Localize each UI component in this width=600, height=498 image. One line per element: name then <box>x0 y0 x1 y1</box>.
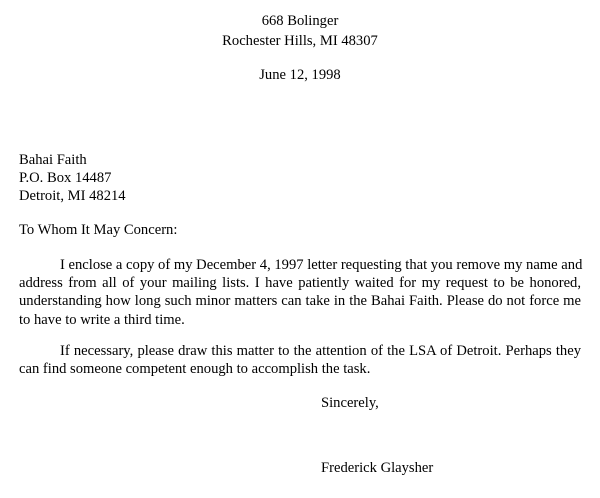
letter-date: June 12, 1998 <box>259 67 341 83</box>
paragraph-1-line-1: I enclose a copy of my December 4, 1997 letter requesting that you remove my name and <box>60 257 583 273</box>
paragraph-1-line-4: to have to write a third time. <box>19 311 185 328</box>
salutation: To Whom It May Concern: <box>19 222 178 238</box>
paragraph-1-line-3: understanding how long such minor matters can take in the Bahai Faith. Please do not force me <box>19 293 581 310</box>
sender-city-line: Rochester Hills, MI 48307 <box>222 33 378 49</box>
recipient-po-box: P.O. Box 14487 <box>19 170 112 186</box>
closing: Sincerely, <box>321 395 379 411</box>
paragraph-1-line-2: address from all of your mailing lists. I have patiently waited for my request to be honored, <box>19 275 581 292</box>
recipient-name: Bahai Faith <box>19 152 87 168</box>
paragraph-2-line-2: can find someone competent enough to accomplish the task. <box>19 361 371 378</box>
body-paragraph-2 <box>19 342 581 378</box>
paragraph-2-line-1: If necessary, please draw this matter to the attention of the LSA of Detroit. Perhaps they <box>60 343 581 359</box>
recipient-city-line: Detroit, MI 48214 <box>19 188 126 204</box>
sender-street: 668 Bolinger <box>261 13 339 29</box>
body-paragraph-1 <box>19 256 581 329</box>
signature-name: Frederick Glaysher <box>321 460 434 476</box>
